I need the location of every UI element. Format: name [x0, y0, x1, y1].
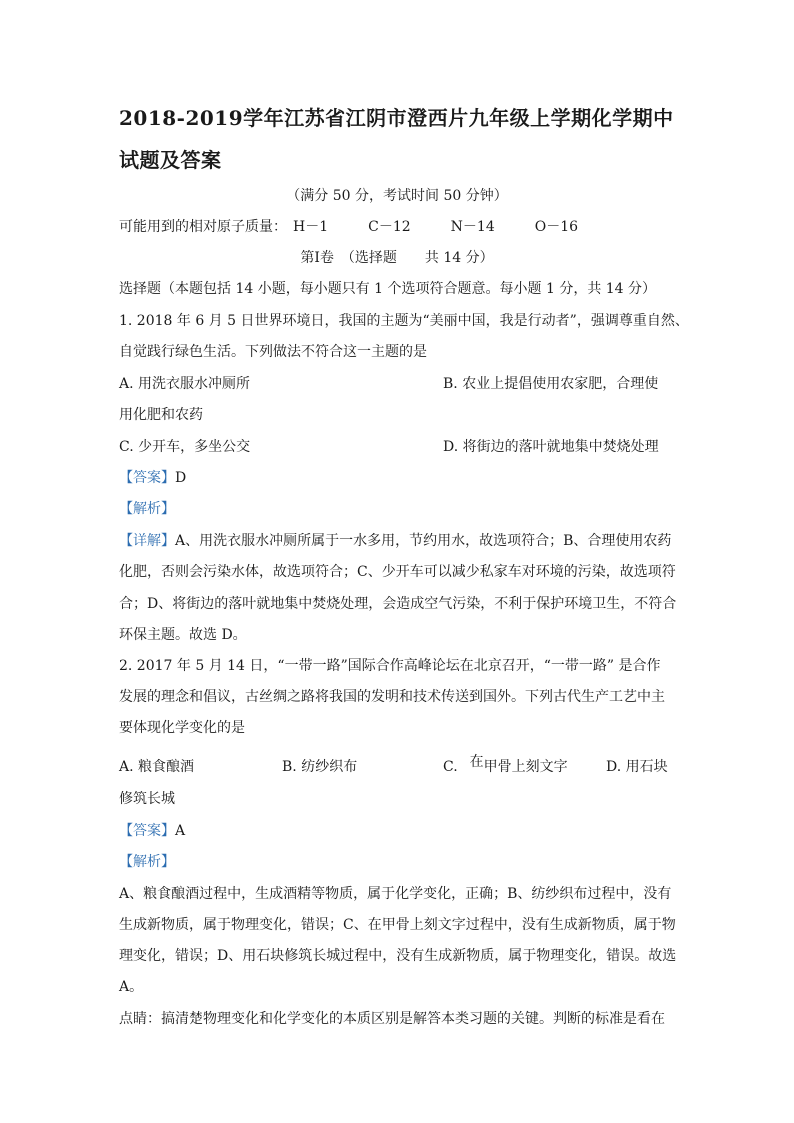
atomic-mass-h: H－1 — [293, 219, 329, 235]
q1-detail-line3: 合；D、将街边的落叶就地集中焚烧处理，会造成空气污染，不利于保护环境卫生，不符合 — [119, 596, 677, 612]
q2-option-b: B. 纺纱织布 — [282, 759, 358, 775]
q2-answer-value: A — [175, 823, 186, 839]
q1-option-d: D. 将街边的落叶就地集中焚烧处理 — [443, 439, 659, 455]
q2-analysis-line1: A、粮食酿酒过程中，生成酒精等物质，属于化学变化，正确；B、纺纱织布过程中，没有 — [119, 886, 672, 902]
q2-analysis-line2: 生成新物质，属于物理变化，错误；C、在甲骨上刻文字过程中，没有生成新物质，属于物 — [119, 917, 676, 933]
q1-answer — [119, 469, 186, 487]
q2-analysis-line3: 理变化，错误；D、用石块修筑长城过程中，没有生成新物质，属于物理变化，错误。故选 — [119, 948, 677, 964]
q2-option-d-line1: D. 用石块 — [606, 759, 668, 775]
q1-option-a: A. 用洗衣服水冲厕所 — [119, 376, 251, 392]
doc-title-line2: 试题及答案 — [119, 148, 222, 172]
doc-title-line1: 2018-2019学年江苏省江阴市澄西片九年级上学期化学期中 — [119, 106, 674, 130]
q2-stem-line3: 要体现化学变化的是 — [119, 720, 245, 736]
q1-analysis-heading — [119, 500, 175, 518]
q2-answer-tag: 【答案】 — [119, 823, 175, 839]
section-header: 第Ⅰ卷 （选择题 共 14 分） — [300, 250, 494, 266]
q1-detail-line4: 环保主题。故选 D。 — [119, 627, 247, 643]
q2-note-line: 点睛：搞清楚物理变化和化学变化的本质区别是解答本类习题的关键。判断的标准是看在 — [119, 1011, 665, 1027]
atomic-mass-o: O－16 — [534, 219, 579, 235]
atomic-mass-label: 可能用到的相对原子质量： — [119, 219, 287, 235]
q1-detail-text1: A、用洗衣服水冲厕所属于一水多用，节约用水，故选项符合；B、合理使用农药 — [175, 533, 672, 549]
q2-analysis-tag: 【解析】 — [119, 854, 175, 870]
q2-option-c-rest: 甲骨上刻文字 — [483, 759, 568, 775]
q1-option-b-line2: 用化肥和农药 — [119, 407, 203, 423]
doc-subtitle: （满分 50 分，考试时间 50 分钟） — [286, 188, 508, 204]
atomic-mass-n: N－14 — [450, 219, 495, 235]
atomic-mass-line — [119, 218, 578, 236]
q1-answer-value: D — [175, 470, 187, 486]
q1-detail-line2: 化肥，否则会污染水体，故选项符合；C、少开车可以减少私家车对环境的污染，故选项符 — [119, 564, 676, 580]
section-intro: 选择题（本题包括 14 小题，每小题只有 1 个选项符合题意。每小题 1 分，共 14 分） — [119, 281, 657, 297]
q2-stem-line1: 2. 2017 年 5 月 14 日，“一带一路”国际合作高峰论坛在北京召开，“一带一路” 是合作 — [119, 658, 661, 674]
q1-stem-line2: 自觉践行绿色生活。下列做法不符合这一主题的是 — [119, 344, 427, 360]
q1-answer-tag: 【答案】 — [119, 470, 175, 486]
q1-option-c: C. 少开车，多坐公交 — [119, 439, 251, 455]
q1-option-b-line1: B. 农业上提倡使用农家肥，合理使 — [443, 376, 659, 392]
q1-detail-tag: 【详解】 — [119, 533, 175, 549]
q1-analysis-tag: 【解析】 — [119, 501, 175, 517]
q2-option-c — [443, 754, 568, 776]
q1-detail-line1 — [119, 532, 671, 550]
q2-stem-line2: 发展的理念和倡议，古丝绸之路将我国的发明和技术传送到国外。下列古代生产工艺中主 — [119, 689, 665, 705]
q2-analysis-heading — [119, 853, 175, 871]
q2-option-c-zai: 在 — [469, 754, 484, 770]
q2-analysis-line4: A。 — [119, 979, 144, 995]
q2-answer — [119, 822, 185, 840]
q2-option-a: A. 粮食酿酒 — [119, 759, 195, 775]
q2-option-c-prefix: C. — [443, 759, 458, 775]
atomic-mass-c: C－12 — [368, 219, 411, 235]
q2-option-d-line2: 修筑长城 — [119, 791, 175, 807]
q1-stem-line1: 1. 2018 年 6 月 5 日世界环境日，我国的主题为“美丽中国，我是行动者”，强调尊重自然、 — [119, 313, 689, 329]
